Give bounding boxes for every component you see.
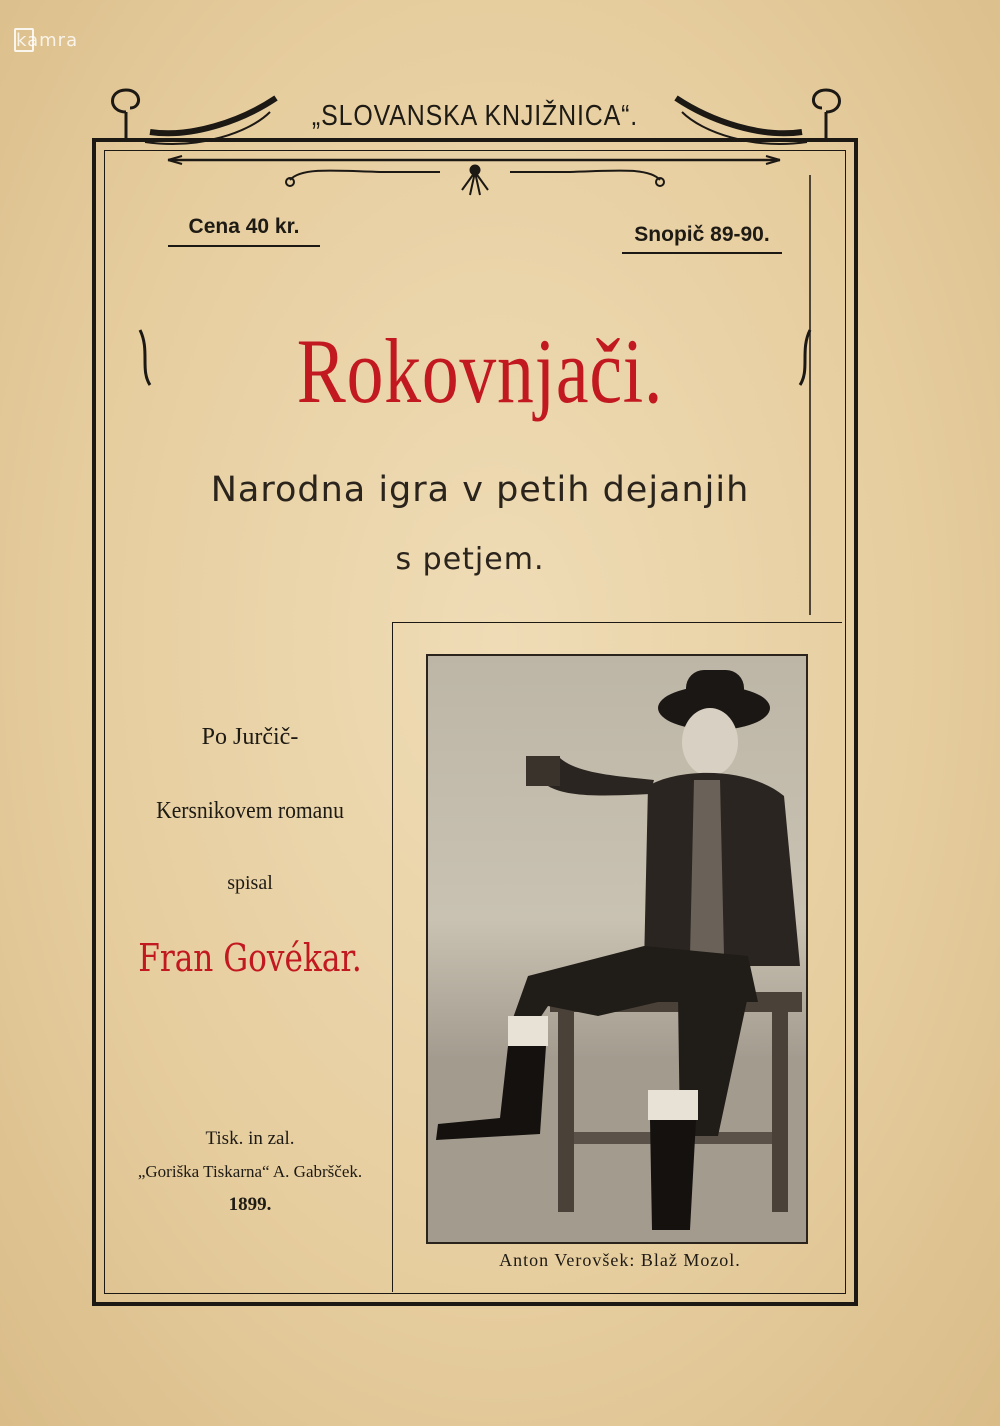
- actor-figure-illustration: [428, 656, 806, 1242]
- publisher-line-2: „Goriška Tiskarna“ A. Gabršček.: [137, 1162, 363, 1181]
- written-by-label: spisal: [227, 872, 273, 894]
- price-label: Cena 40 kr.: [168, 215, 320, 247]
- author-name: Fran Govékar.: [138, 936, 362, 980]
- watermark-text: kamra: [16, 30, 79, 51]
- photo-caption: Anton Verovšek: Blaž Mozol.: [499, 1250, 741, 1270]
- subtitle-line-1: Narodna igra v petih dejanjih: [210, 470, 750, 510]
- publisher-line-1: Tisk. in zal.: [205, 1128, 295, 1149]
- right-curl-ornament: [676, 90, 840, 144]
- left-curl-ornament: [113, 90, 277, 144]
- actor-photo: [426, 654, 808, 1244]
- series-title: „SLOVANSKA KNJIŽNICA“.: [311, 100, 639, 132]
- publication-year: 1899.: [228, 1194, 272, 1215]
- source-line-1: Po Jurčič-: [201, 724, 299, 750]
- source-line-2: Kersnikovem romanu: [156, 798, 344, 824]
- subtitle-line-2: s petjem.: [395, 542, 545, 577]
- book-title: Rokovnjači.: [296, 320, 664, 422]
- issue-number: Snopič 89-90.: [622, 223, 782, 254]
